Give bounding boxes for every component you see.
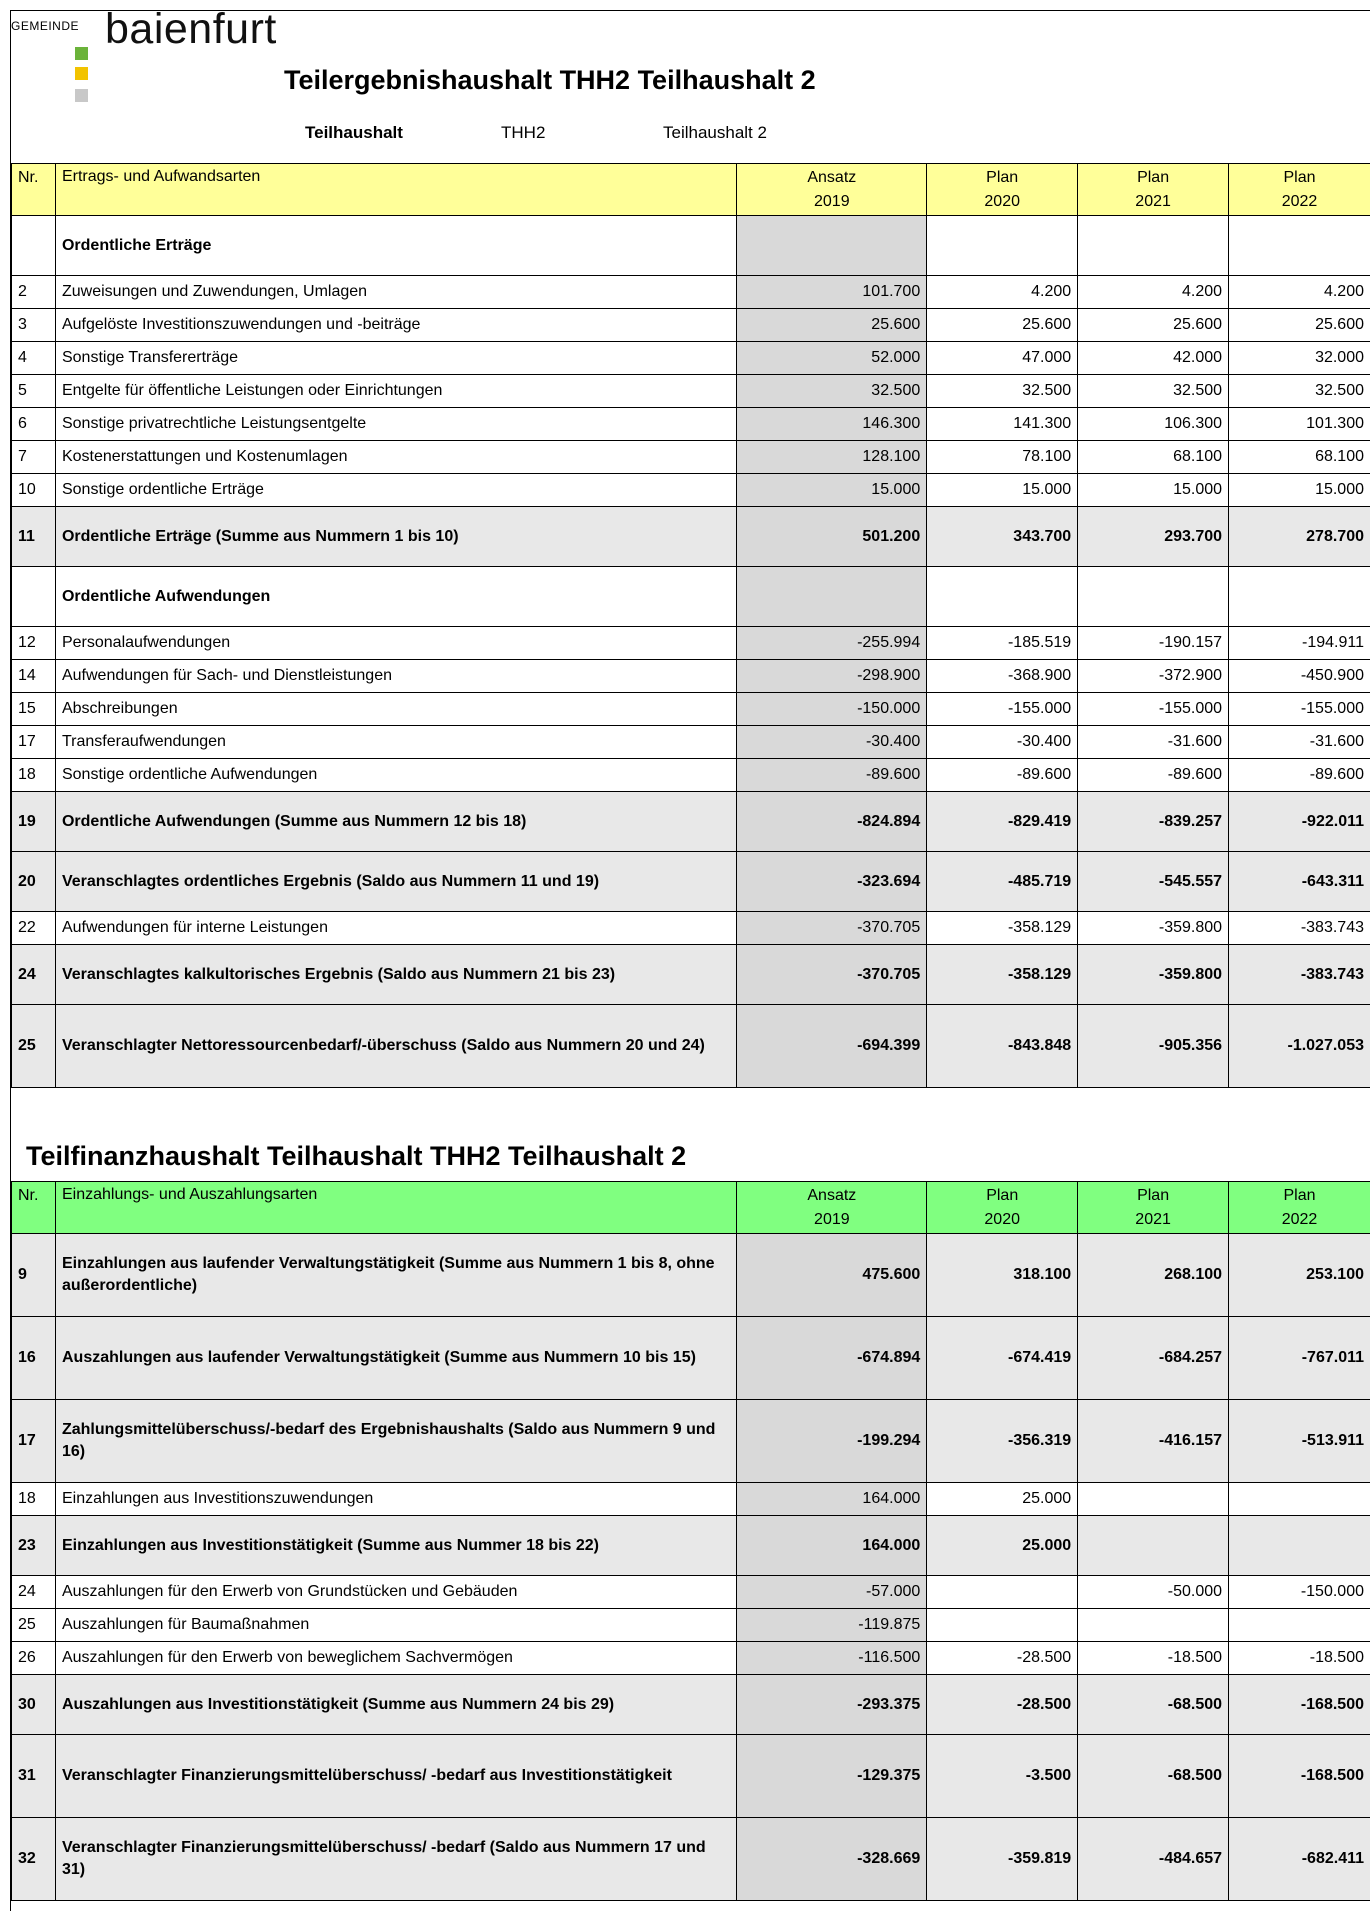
cell-value: -119.875	[737, 1609, 927, 1642]
cell-value: -323.694	[737, 852, 927, 912]
cell-value: -18.500	[1078, 1642, 1229, 1675]
table-row	[12, 342, 1370, 375]
row-nr: 25	[12, 1609, 56, 1642]
cell-value: -682.411	[1229, 1818, 1370, 1901]
cell-value: -129.375	[737, 1735, 927, 1818]
cell-value: -694.399	[737, 1005, 927, 1088]
cell-value: 4.200	[927, 276, 1078, 309]
cell-value: -18.500	[1229, 1642, 1370, 1675]
table-row	[12, 693, 1370, 726]
row-description: Auszahlungen für den Erwerb von Grundstücken und Gebäuden	[55, 1576, 736, 1609]
cell-value: -155.000	[927, 693, 1078, 726]
table-row	[12, 726, 1370, 759]
cell-value: -168.500	[1229, 1735, 1370, 1818]
row-description: Transferaufwendungen	[55, 726, 736, 759]
row-nr: 19	[12, 792, 56, 852]
cell-value: -513.911	[1229, 1400, 1370, 1483]
subheader-code: THH2	[501, 123, 545, 143]
cell-value: 15.000	[737, 474, 927, 507]
row-nr: 24	[12, 1576, 56, 1609]
cell-value: -370.705	[737, 945, 927, 1005]
cell-value: -31.600	[1229, 726, 1370, 759]
cell-value: -89.600	[737, 759, 927, 792]
row-nr	[12, 216, 56, 276]
row-nr: 20	[12, 852, 56, 912]
row-description: Sonstige ordentliche Erträge	[55, 474, 736, 507]
sum-row	[12, 852, 1370, 912]
logo-square-green	[75, 47, 88, 60]
sum-row	[12, 945, 1370, 1005]
row-description: Auszahlungen aus Investitionstätigkeit (Summe aus Nummern 24 bis 29)	[55, 1675, 736, 1735]
row-nr: 24	[12, 945, 56, 1005]
header-nr: Nr.	[12, 1182, 56, 1234]
sum-row	[12, 1234, 1370, 1317]
cell-value: -298.900	[737, 660, 927, 693]
table-row	[12, 408, 1370, 441]
row-description: Einzahlungen aus laufender Verwaltungstätigkeit (Summe aus Nummern 1 bis 8, ohne außerordentliche)	[55, 1234, 736, 1317]
row-nr: 17	[12, 726, 56, 759]
cell-value: 32.500	[737, 375, 927, 408]
row-nr: 31	[12, 1735, 56, 1818]
row-nr: 7	[12, 441, 56, 474]
header-col-label: Plan	[1084, 166, 1222, 190]
header-col-label: Plan	[1235, 166, 1364, 190]
row-description: Ordentliche Erträge	[55, 216, 736, 276]
finance-table	[11, 1181, 1370, 1901]
cell-value: -57.000	[737, 1576, 927, 1609]
sum-row	[12, 507, 1370, 567]
header-description: Ertrags- und Aufwandsarten	[55, 164, 736, 216]
row-nr: 14	[12, 660, 56, 693]
cell-value: -370.705	[737, 912, 927, 945]
row-description: Entgelte für öffentliche Leistungen oder Einrichtungen	[55, 375, 736, 408]
cell-value: 475.600	[737, 1234, 927, 1317]
cell-value	[1229, 567, 1370, 627]
table-row	[12, 1576, 1370, 1609]
cell-value: -30.400	[927, 726, 1078, 759]
cell-value: 25.000	[927, 1483, 1078, 1516]
header-col-2021	[1078, 1182, 1229, 1234]
cell-value: -50.000	[1078, 1576, 1229, 1609]
header-col-2022	[1229, 164, 1370, 216]
cell-value: 15.000	[1229, 474, 1370, 507]
cell-value: 68.100	[1229, 441, 1370, 474]
cell-value: -28.500	[927, 1642, 1078, 1675]
cell-value	[927, 216, 1078, 276]
budget-sheet	[10, 10, 1370, 1911]
cell-value: 42.000	[1078, 342, 1229, 375]
cell-value: -922.011	[1229, 792, 1370, 852]
row-description: Sonstige ordentliche Aufwendungen	[55, 759, 736, 792]
table-row	[12, 375, 1370, 408]
sum-row	[12, 1400, 1370, 1483]
cell-value: 15.000	[927, 474, 1078, 507]
sum-row	[12, 1735, 1370, 1818]
header-col-label: Plan	[1084, 1184, 1222, 1208]
row-nr: 11	[12, 507, 56, 567]
table-row	[12, 441, 1370, 474]
sum-row	[12, 1317, 1370, 1400]
cell-value: 25.600	[1229, 309, 1370, 342]
cell-value	[1229, 1516, 1370, 1576]
row-description: Sonstige privatrechtliche Leistungsentgelte	[55, 408, 736, 441]
cell-value: 32.000	[1229, 342, 1370, 375]
row-nr: 32	[12, 1818, 56, 1901]
row-nr: 9	[12, 1234, 56, 1317]
row-description: Veranschlagter Finanzierungsmittelüberschuss/ -bedarf (Saldo aus Nummern 17 und 31)	[55, 1818, 736, 1901]
row-description: Ordentliche Erträge (Summe aus Nummern 1 bis 10)	[55, 507, 736, 567]
cell-value	[1078, 1483, 1229, 1516]
cell-value: -328.669	[737, 1818, 927, 1901]
header-col-year: 2019	[743, 1208, 920, 1232]
cell-value	[1078, 567, 1229, 627]
cell-value: 101.700	[737, 276, 927, 309]
cell-value: -358.129	[927, 945, 1078, 1005]
cell-value	[1078, 1516, 1229, 1576]
logo-wordmark: baienfurt	[105, 5, 277, 54]
cell-value: -545.557	[1078, 852, 1229, 912]
row-nr: 2	[12, 276, 56, 309]
table-header-row	[12, 1182, 1370, 1234]
table-row	[12, 660, 1370, 693]
cell-value	[1229, 1483, 1370, 1516]
cell-value: 68.100	[1078, 441, 1229, 474]
row-description: Einzahlungen aus Investitionstätigkeit (Summe aus Nummer 18 bis 22)	[55, 1516, 736, 1576]
table-row	[12, 474, 1370, 507]
cell-value: -28.500	[927, 1675, 1078, 1735]
cell-value: -674.894	[737, 1317, 927, 1400]
row-nr	[12, 567, 56, 627]
header-col-2022	[1229, 1182, 1370, 1234]
cell-value: -829.419	[927, 792, 1078, 852]
cell-value	[1078, 216, 1229, 276]
header-col-label: Plan	[933, 1184, 1071, 1208]
cell-value	[927, 567, 1078, 627]
sum-row	[12, 792, 1370, 852]
row-nr: 23	[12, 1516, 56, 1576]
row-description: Veranschlagtes kalkultorisches Ergebnis (Saldo aus Nummern 21 bis 23)	[55, 945, 736, 1005]
cell-value: 25.600	[1078, 309, 1229, 342]
cell-value	[737, 216, 927, 276]
row-description: Zuweisungen und Zuwendungen, Umlagen	[55, 276, 736, 309]
cell-value: -372.900	[1078, 660, 1229, 693]
cell-value	[737, 567, 927, 627]
header-col-2019	[737, 164, 927, 216]
cell-value: -905.356	[1078, 1005, 1229, 1088]
row-description: Auszahlungen aus laufender Verwaltungstätigkeit (Summe aus Nummern 10 bis 15)	[55, 1317, 736, 1400]
row-description: Ordentliche Aufwendungen (Summe aus Nummern 12 bis 18)	[55, 792, 736, 852]
cell-value: 32.500	[1229, 375, 1370, 408]
cell-value: -767.011	[1229, 1317, 1370, 1400]
cell-value: -358.129	[927, 912, 1078, 945]
cell-value: 25.600	[737, 309, 927, 342]
cell-value: -199.294	[737, 1400, 927, 1483]
cell-value: 4.200	[1229, 276, 1370, 309]
header-col-2021	[1078, 164, 1229, 216]
row-nr: 26	[12, 1642, 56, 1675]
cell-value: 32.500	[1078, 375, 1229, 408]
table-row	[12, 1609, 1370, 1642]
table-row	[12, 276, 1370, 309]
logo-prefix: GEMEINDE	[11, 19, 79, 33]
header-col-year: 2020	[933, 190, 1071, 214]
cell-value: -194.911	[1229, 627, 1370, 660]
row-description: Auszahlungen für Baumaßnahmen	[55, 1609, 736, 1642]
cell-value: 15.000	[1078, 474, 1229, 507]
cell-value: -155.000	[1229, 693, 1370, 726]
cell-value: 25.600	[927, 309, 1078, 342]
row-description: Aufwendungen für interne Leistungen	[55, 912, 736, 945]
cell-value: -368.900	[927, 660, 1078, 693]
cell-value: -484.657	[1078, 1818, 1229, 1901]
row-nr: 18	[12, 759, 56, 792]
cell-value: -150.000	[737, 693, 927, 726]
cell-value: 47.000	[927, 342, 1078, 375]
cell-value: -168.500	[1229, 1675, 1370, 1735]
header-col-2020	[927, 1182, 1078, 1234]
row-description: Einzahlungen aus Investitionszuwendungen	[55, 1483, 736, 1516]
cell-value: -383.743	[1229, 912, 1370, 945]
cell-value: -190.157	[1078, 627, 1229, 660]
row-description: Auszahlungen für den Erwerb von beweglichem Sachvermögen	[55, 1642, 736, 1675]
row-description: Ordentliche Aufwendungen	[55, 567, 736, 627]
cell-value: -843.848	[927, 1005, 1078, 1088]
header-col-year: 2019	[743, 190, 920, 214]
header-description: Einzahlungs- und Auszahlungsarten	[55, 1182, 736, 1234]
cell-value: 106.300	[1078, 408, 1229, 441]
cell-value: -674.419	[927, 1317, 1078, 1400]
cell-value	[927, 1609, 1078, 1642]
cell-value: -1.027.053	[1229, 1005, 1370, 1088]
cell-value: -255.994	[737, 627, 927, 660]
header-col-2020	[927, 164, 1078, 216]
header-col-2019	[737, 1182, 927, 1234]
page-title: Teilergebnishaushalt THH2 Teilhaushalt 2	[284, 65, 816, 96]
cell-value: -416.157	[1078, 1400, 1229, 1483]
row-nr: 22	[12, 912, 56, 945]
cell-value: -383.743	[1229, 945, 1370, 1005]
cell-value: -450.900	[1229, 660, 1370, 693]
table-row	[12, 627, 1370, 660]
header-col-year: 2022	[1235, 190, 1364, 214]
sum-row	[12, 1675, 1370, 1735]
cell-value: -356.319	[927, 1400, 1078, 1483]
cell-value: 253.100	[1229, 1234, 1370, 1317]
cell-value: -3.500	[927, 1735, 1078, 1818]
row-description: Kostenerstattungen und Kostenumlagen	[55, 441, 736, 474]
cell-value: -89.600	[1229, 759, 1370, 792]
header-col-year: 2021	[1084, 190, 1222, 214]
cell-value: -155.000	[1078, 693, 1229, 726]
cell-value: -150.000	[1229, 1576, 1370, 1609]
sum-row	[12, 1516, 1370, 1576]
cell-value: 293.700	[1078, 507, 1229, 567]
section-row	[12, 567, 1370, 627]
row-nr: 25	[12, 1005, 56, 1088]
section-title-finance: Teilfinanzhaushalt Teilhaushalt THH2 Teilhaushalt 2	[26, 1141, 686, 1172]
cell-value: -68.500	[1078, 1735, 1229, 1818]
row-description: Veranschlagtes ordentliches Ergebnis (Saldo aus Nummern 11 und 19)	[55, 852, 736, 912]
header-col-label: Ansatz	[743, 1184, 920, 1208]
cell-value: -643.311	[1229, 852, 1370, 912]
results-table	[11, 163, 1370, 1088]
cell-value: -359.800	[1078, 945, 1229, 1005]
table-row	[12, 759, 1370, 792]
row-description: Aufgelöste Investitionszuwendungen und -beiträge	[55, 309, 736, 342]
header-col-year: 2022	[1235, 1208, 1364, 1232]
cell-value: -185.519	[927, 627, 1078, 660]
row-nr: 6	[12, 408, 56, 441]
row-nr: 15	[12, 693, 56, 726]
cell-value: -485.719	[927, 852, 1078, 912]
subheader-label: Teilhaushalt	[305, 123, 403, 143]
header-col-label: Ansatz	[743, 166, 920, 190]
cell-value: 501.200	[737, 507, 927, 567]
row-description: Sonstige Transfererträge	[55, 342, 736, 375]
row-description: Personalaufwendungen	[55, 627, 736, 660]
logo-square-gray	[75, 89, 88, 102]
table-row	[12, 1642, 1370, 1675]
sum-row	[12, 1005, 1370, 1088]
cell-value: 343.700	[927, 507, 1078, 567]
cell-value	[1229, 1609, 1370, 1642]
cell-value	[927, 1576, 1078, 1609]
cell-value: 164.000	[737, 1516, 927, 1576]
cell-value: -68.500	[1078, 1675, 1229, 1735]
cell-value: -359.819	[927, 1818, 1078, 1901]
section-row	[12, 216, 1370, 276]
cell-value: 101.300	[1229, 408, 1370, 441]
cell-value: -116.500	[737, 1642, 927, 1675]
logo-square-yellow	[75, 67, 88, 80]
row-description: Veranschlagter Finanzierungsmittelüberschuss/ -bedarf aus Investitionstätigkeit	[55, 1735, 736, 1818]
header-nr: Nr.	[12, 164, 56, 216]
row-description: Zahlungsmittelüberschuss/-bedarf des Ergebnishaushalts (Saldo aus Nummern 9 und 16)	[55, 1400, 736, 1483]
cell-value: 32.500	[927, 375, 1078, 408]
subheader-name: Teilhaushalt 2	[663, 123, 767, 143]
row-nr: 30	[12, 1675, 56, 1735]
cell-value: 25.000	[927, 1516, 1078, 1576]
cell-value: -839.257	[1078, 792, 1229, 852]
header-col-year: 2021	[1084, 1208, 1222, 1232]
cell-value: -359.800	[1078, 912, 1229, 945]
cell-value: -293.375	[737, 1675, 927, 1735]
sum-row	[12, 1818, 1370, 1901]
cell-value: -89.600	[1078, 759, 1229, 792]
cell-value	[1078, 1609, 1229, 1642]
table-row	[12, 912, 1370, 945]
cell-value: -30.400	[737, 726, 927, 759]
cell-value: 318.100	[927, 1234, 1078, 1317]
row-nr: 3	[12, 309, 56, 342]
table-row	[12, 1483, 1370, 1516]
cell-value: 4.200	[1078, 276, 1229, 309]
cell-value: 268.100	[1078, 1234, 1229, 1317]
header-col-label: Plan	[933, 166, 1071, 190]
header-col-label: Plan	[1235, 1184, 1364, 1208]
row-nr: 18	[12, 1483, 56, 1516]
row-nr: 5	[12, 375, 56, 408]
header-col-year: 2020	[933, 1208, 1071, 1232]
cell-value: -684.257	[1078, 1317, 1229, 1400]
cell-value: -824.894	[737, 792, 927, 852]
row-description: Abschreibungen	[55, 693, 736, 726]
cell-value: 146.300	[737, 408, 927, 441]
row-description: Veranschlagter Nettoressourcenbedarf/-überschuss (Saldo aus Nummern 20 und 24)	[55, 1005, 736, 1088]
cell-value: 141.300	[927, 408, 1078, 441]
cell-value: 164.000	[737, 1483, 927, 1516]
row-nr: 10	[12, 474, 56, 507]
table-header-row	[12, 164, 1370, 216]
row-nr: 16	[12, 1317, 56, 1400]
cell-value: 128.100	[737, 441, 927, 474]
row-nr: 12	[12, 627, 56, 660]
cell-value: -31.600	[1078, 726, 1229, 759]
cell-value	[1229, 216, 1370, 276]
cell-value: 52.000	[737, 342, 927, 375]
row-nr: 17	[12, 1400, 56, 1483]
row-description: Aufwendungen für Sach- und Dienstleistungen	[55, 660, 736, 693]
table-row	[12, 309, 1370, 342]
row-nr: 4	[12, 342, 56, 375]
cell-value: -89.600	[927, 759, 1078, 792]
cell-value: 278.700	[1229, 507, 1370, 567]
cell-value: 78.100	[927, 441, 1078, 474]
